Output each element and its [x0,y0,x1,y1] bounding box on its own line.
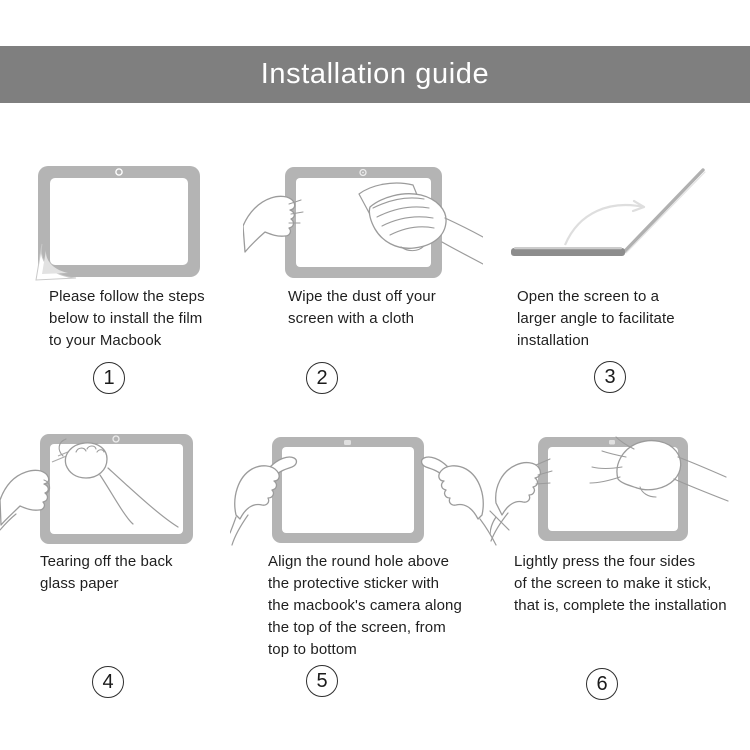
align-film-with-camera-icon [230,427,510,549]
caption-line: the protective sticker with [268,575,440,592]
caption-line: the top of the screen, from [268,619,446,636]
caption-line: below to install the film [49,310,203,327]
caption-line: to your Macbook [49,332,162,349]
wipe-screen-with-cloth-icon [243,160,483,286]
caption-line: top to bottom [268,641,357,658]
step-1-caption [49,286,205,352]
step-5-caption [268,551,462,661]
step-6 [490,420,750,712]
step-5 [230,420,510,712]
step-2-number-badge: 2 [306,362,338,394]
step-6-number-badge: 6 [586,668,618,700]
step-4-number-badge: 4 [92,666,124,698]
caption-line: the macbook's camera along [268,597,462,614]
caption-line: Tearing off the back [40,553,173,570]
caption-line: Open the screen to a [517,288,660,305]
step-5-number-badge: 5 [306,665,338,697]
step-4 [0,420,245,712]
tear-off-back-paper-icon [0,428,245,550]
caption-line: installation [517,332,590,349]
step-1 [0,150,240,398]
caption-line: that is, complete the installation [514,597,727,614]
caption-line: Lightly press the four sides [514,553,696,570]
caption-line: Align the round hole above [268,553,450,570]
step-1-number-badge: 1 [93,362,125,394]
caption-line: glass paper [40,575,119,592]
caption-line: screen with a cloth [288,310,415,327]
caption-line: Wipe the dust off your [288,288,436,305]
press-four-sides-icon [490,427,750,547]
caption-line: larger angle to facilitate [517,310,675,327]
macbook-screen-film-corner-peel-icon [30,158,208,284]
caption-line: Please follow the steps [49,288,205,305]
step-3-number-badge: 3 [594,361,626,393]
step-2-caption [288,286,436,330]
step-2 [240,150,490,398]
step-6-caption [514,551,727,617]
step-3 [490,150,750,398]
page-title: Installation guide [260,58,490,90]
step-4-caption [40,551,173,595]
header-banner [0,46,750,103]
caption-line: of the screen to make it stick, [514,575,712,592]
open-laptop-wide-angle-icon [505,162,717,268]
step-3-caption [517,286,675,352]
